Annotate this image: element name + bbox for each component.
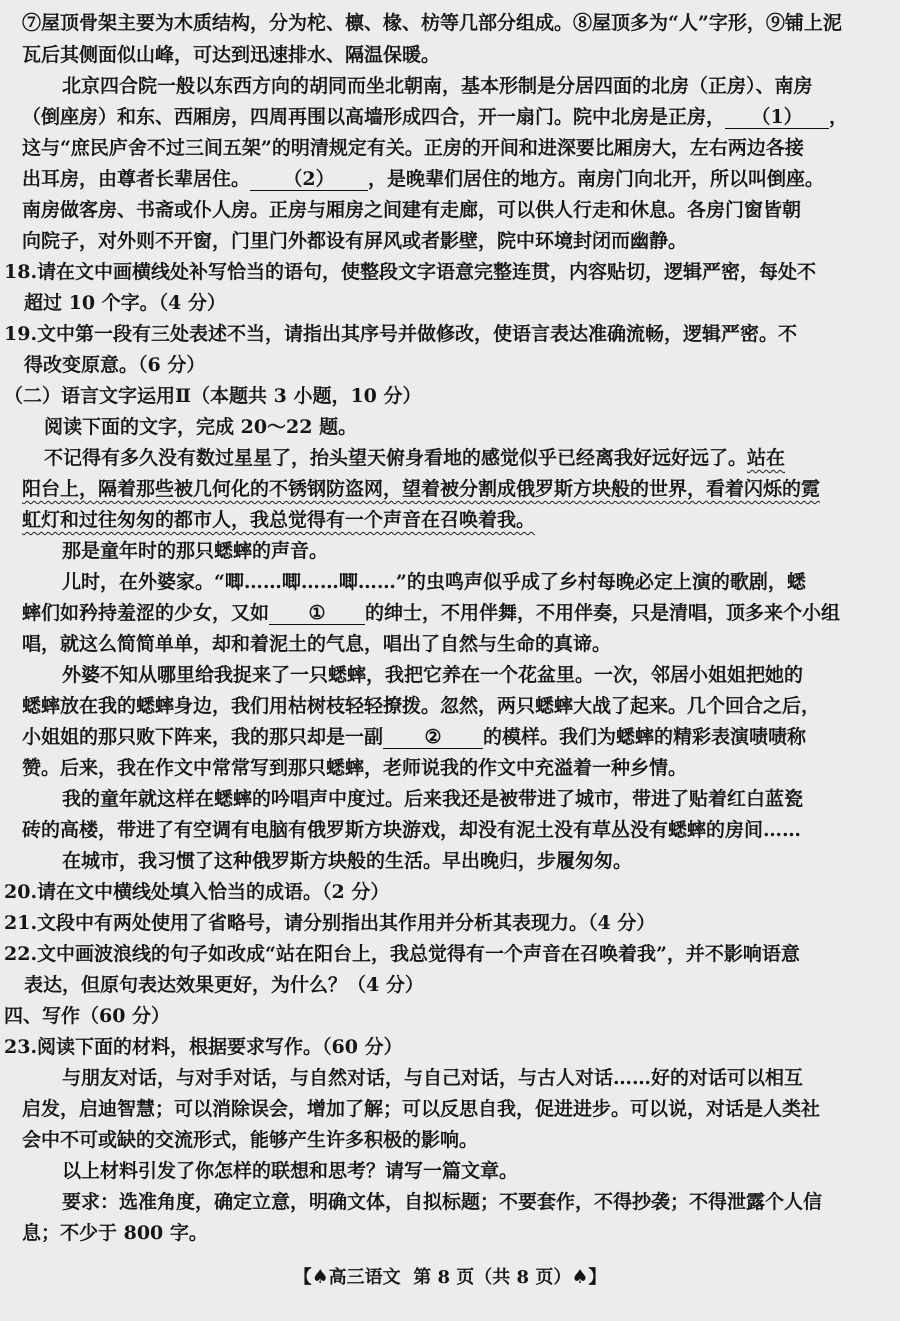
passage1-line-6-text: 出耳房，由尊者长辈居住。 (22, 168, 251, 190)
passage1-line-1: ⑦屋顶骨架主要为木质结构，分为柁、檩、椽、枋等几部分组成。⑧屋顶多为“人”字形，⑨铺上泥 (22, 12, 842, 34)
fill-blank-1: （1） (725, 106, 829, 129)
section-4-title: 四、写作（60 分） (4, 1005, 171, 1027)
passage1-line-6-end: ，是晚辈们居住的地方。南房门向北开，所以叫倒座。 (368, 168, 825, 190)
footer-right-bracket: 】 (588, 1267, 607, 1288)
spade-icon: ♠ (571, 1266, 589, 1288)
question-21: 21.文段中有两处使用了省略号，请分别指出其作用并分析其表现力。（4 分） (4, 912, 656, 934)
passage2-line-10 (22, 722, 806, 752)
passage2-line-12: 我的童年就这样在蟋蟀的吟唱声中度过。后来我还是被带进了城市，带进了贴着红白蓝瓷 (62, 788, 804, 810)
wavy-sentence-middle: 阳台上，隔着那些被几何化的不锈钢防盗网，望着被分割成俄罗斯方块般的世界，看着闪烁的霓 (22, 478, 821, 500)
page-footer (0, 1264, 900, 1291)
question-22-line-1: 22.文中画波浪线的句子如改成“站在阳台上，我总觉得有一个声音在召唤着我”，并不影响语意 (4, 943, 800, 965)
passage2-line-10-text: 小姐姐的那只败下阵来，我的那只却是一副 (22, 726, 384, 748)
material-line-3: 会中不可或缺的交流形式，能够产生许多积极的影响。 (22, 1129, 479, 1151)
requirements-line-2: 息；不少于 800 字。 (22, 1222, 208, 1244)
passage2-line-10-end: 的模样。我们为蟋蟀的精彩表演啧啧称 (483, 726, 807, 748)
spade-icon: ♠ (311, 1266, 329, 1288)
passage2-line-9: 蟋蟀放在我的蟋蟀身边，我们用枯树枝轻轻撩拨。忽然，两只蟋蟀大战了起来。几个回合之后， (22, 695, 821, 717)
passage2-line-3 (22, 505, 535, 535)
passage1-line-3: 北京四合院一般以东西方向的胡同而坐北朝南，基本形制是分居四面的北房（正房）、南房 (62, 75, 813, 97)
wavy-sentence-start: 站在 (747, 447, 786, 469)
passage1-line-7: 南房做客房、书斋或仆人房。正房与厢房之间建有走廊，可以供人行走和休息。各房门窗皆朝 (22, 199, 802, 221)
material-line-2: 启发，启迪智慧；可以消除误会，增加了解；可以反思自我，促进进步。可以说，对话是人类社 (22, 1098, 821, 1120)
question-20: 20.请在文中横线处填入恰当的成语。（2 分） (4, 881, 390, 903)
wavy-sentence-end: 虹灯和过往匆匆的都市人，我总觉得有一个声音在召唤着我。 (22, 509, 536, 531)
question-23: 23.阅读下面的材料，根据要求写作。（60 分） (4, 1036, 403, 1058)
footer-left-bracket: 【 (293, 1267, 312, 1288)
passage1-line-4-text: （倒座房）和东、西厢房，四周再围以高墙形成四合，开一扇门。院中北房是正房， (22, 106, 726, 128)
passage2-line-11: 赞。后来，我在作文中常常写到那只蟋蟀，老师说我的作文中充溢着一种乡情。 (22, 757, 688, 779)
passage2-line-6 (22, 598, 840, 628)
material-line-1: 与朋友对话，与对手对话，与自然对话，与自己对话，与古人对话……好的对话可以相互 (62, 1067, 804, 1089)
passage2-line-13: 砖的高楼，带进了有空调有电脑有俄罗斯方块游戏，却没有泥土没有草丛没有蟋蟀的房间…… (22, 819, 802, 841)
footer-page-number: 第 8 页（共 8 页） (413, 1267, 572, 1288)
passage1-line-4 (22, 102, 848, 132)
passage1-line-4-end: ， (829, 106, 849, 128)
passage1-line-5: 这与“庶民庐舍不过三间五架”的明清规定有关。正房的开间和进深要比厢房大，左右两边各接 (22, 137, 804, 159)
question-22-line-2: 表达，但原句表达效果更好，为什么？（4 分） (24, 974, 424, 996)
material-line-4: 以上材料引发了你怎样的联想和思考？请写一篇文章。 (62, 1160, 519, 1182)
question-19-line-1: 19.文中第一段有三处表述不当，请指出其序号并做修改，使语言表达准确流畅，逻辑严密。不 (4, 323, 798, 345)
passage1-line-8: 向院子，对外则不开窗，门里门外都设有屏风或者影壁，院中环境封闭而幽静。 (22, 230, 688, 252)
fill-blank-a: ① (269, 602, 365, 625)
passage1-line-6 (22, 164, 824, 194)
question-19-line-2: 得改变原意。（6 分） (24, 354, 206, 376)
passage2-line-7: 唱，就这么简简单单，却和着泥土的气息，唱出了自然与生命的真谛。 (22, 633, 612, 655)
passage2-line-1 (44, 443, 785, 473)
fill-blank-2: （2） (250, 168, 368, 191)
passage2-line-6-text: 蟀们如矜持羞涩的少女，又如 (22, 602, 270, 624)
footer-subject: 高三语文 (328, 1267, 401, 1288)
question-18-line-2: 超过 10 个字。（4 分） (24, 292, 227, 314)
requirements-line-1: 要求：选准角度，确定立意，明确文体，自拟标题；不要套作，不得抄袭；不得泄露个人信 (62, 1191, 823, 1213)
passage2-line-6-end: 的绅士，不用伴舞，不用伴奏，只是清唱，顶多来个小组 (365, 602, 841, 624)
passage2-line-14: 在城市，我习惯了这种俄罗斯方块般的生活。早出晚归，步履匆匆。 (62, 850, 633, 872)
question-18-line-1: 18.请在文中画横线处补写恰当的语句，使整段文字语意完整连贯，内容贴切，逻辑严密，每处不 (4, 261, 817, 283)
passage1-line-2: 瓦后其侧面似山峰，可达到迅速排水、隔温保暖。 (22, 44, 441, 66)
fill-blank-b: ② (383, 726, 483, 749)
passage2-line-2 (22, 474, 820, 504)
passage2-line-8: 外婆不知从哪里给我捉来了一只蟋蟀，我把它养在一个花盆里。一次，邻居小姐姐把她的 (62, 664, 804, 686)
passage2-line-4: 那是童年时的那只蟋蟀的声音。 (62, 540, 329, 562)
passage2-p1-plain: 不记得有多久没有数过星星了，抬头望天俯身看地的感觉似乎已经离我好远好远了。 (44, 447, 748, 469)
passage2-line-5: 儿时，在外婆家。“唧……唧……唧……”的虫鸣声似乎成了乡村每晚必定上演的歌剧，蟋 (62, 571, 806, 593)
section-2-title: （二）语言文字运用Ⅱ（本题共 3 小题，10 分） (4, 385, 422, 407)
section-2-instruction: 阅读下面的文字，完成 20～22 题。 (44, 416, 358, 438)
